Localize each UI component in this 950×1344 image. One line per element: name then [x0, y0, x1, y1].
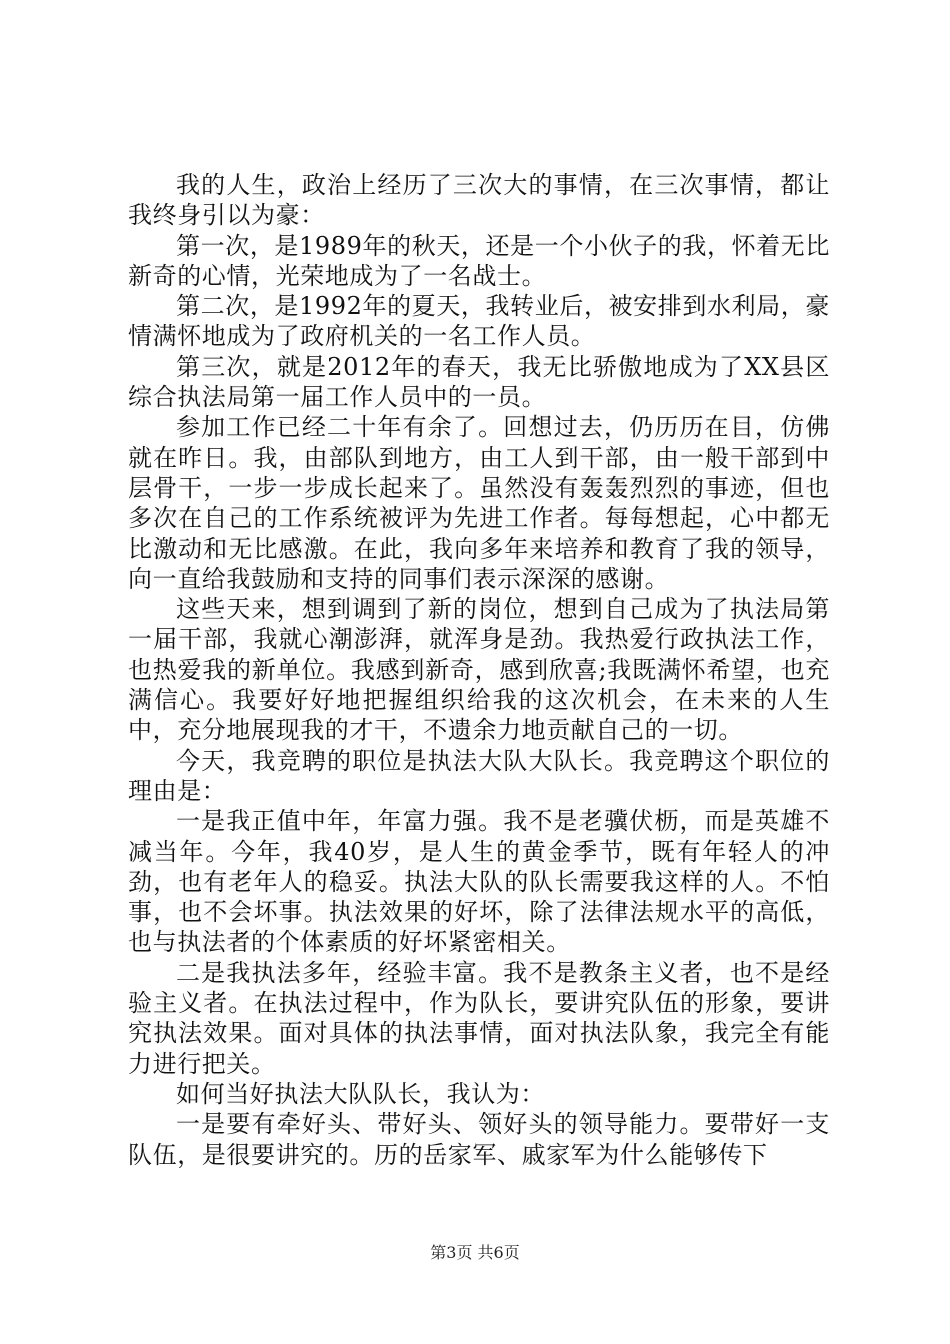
paragraph: 一是我正值中年，年富力强。我不是老骥伏枥，而是英雄不减当年。今年，我40岁，是人生的黄金季节，既有年轻人的冲劲，也有老年人的稳妥。执法大队的队长需要我这样的人。不怕事，也不会坏事。执法效果的好坏，除了法律法规水平的高低，也与执法者的个体素质的好坏紧密相关。 — [128, 807, 830, 957]
paragraph: 二是我执法多年，经验丰富。我不是教条主义者，也不是经验主义者。在执法过程中，作为队长，要讲究队伍的形象，要讲究执法效果。面对具体的执法事情，面对执法队象，我完全有能力进行把关。 — [128, 958, 830, 1078]
paragraph: 如何当好执法大队队长，我认为： — [176, 1079, 545, 1108]
paragraph: 参加工作已经二十年有余了。回想过去，仍历历在目，仿佛就在昨日。我，由部队到地方，由工人到干部，由一般干部到中层骨干，一步一步成长起来了。虽然没有轰轰烈烈的事迹，但也多次在自己的工作系统被评为先进工作者。每每想起，心中都无比激动和无比感激。在此，我向多年来培养和教育了我的领导，向一直给我鼓励和支持的同事们表示深深的感谢。 — [128, 413, 830, 593]
page-number-footer: 第3页 共6页 — [430, 1243, 520, 1262]
paragraph: 一是要有牵好头、带好头、领好头的领导能力。要带好一支队伍，是很要讲究的。历的岳家军、戚家军为什么能够传下 — [128, 1110, 830, 1169]
paragraph: 今天，我竞聘的职位是执法大队大队长。我竞聘这个职位的理由是： — [128, 746, 830, 805]
paragraph: 这些天来，想到调到了新的岗位，想到自己成为了执法局第一届干部，我就心潮澎湃，就浑身是劲。我热爱行政执法工作，也热爱我的新单位。我感到新奇，感到欣喜;我既满怀希望，也充满信心。我要好好地把握组织给我的这次机会，在未来的人生中，充分地展现我的才干，不遗余力地贡献自己的一切。 — [128, 595, 830, 745]
document-body — [128, 170, 830, 1170]
paragraph: 我的人生，政治上经历了三次大的事情，在三次事情，都让我终身引以为豪： — [128, 171, 830, 230]
paragraph: 第三次，就是2012年的春天，我无比骄傲地成为了XX县区综合执法局第一届工作人员中的一员。 — [128, 352, 830, 412]
paragraph: 第二次，是1992年的夏天，我转业后，被安排到水利局，豪情满怀地成为了政府机关的一名工作人员。 — [128, 292, 830, 351]
paragraph: 第一次，是1989年的秋天，还是一个小伙子的我，怀着无比新奇的心情，光荣地成为了一名战士。 — [128, 231, 830, 290]
